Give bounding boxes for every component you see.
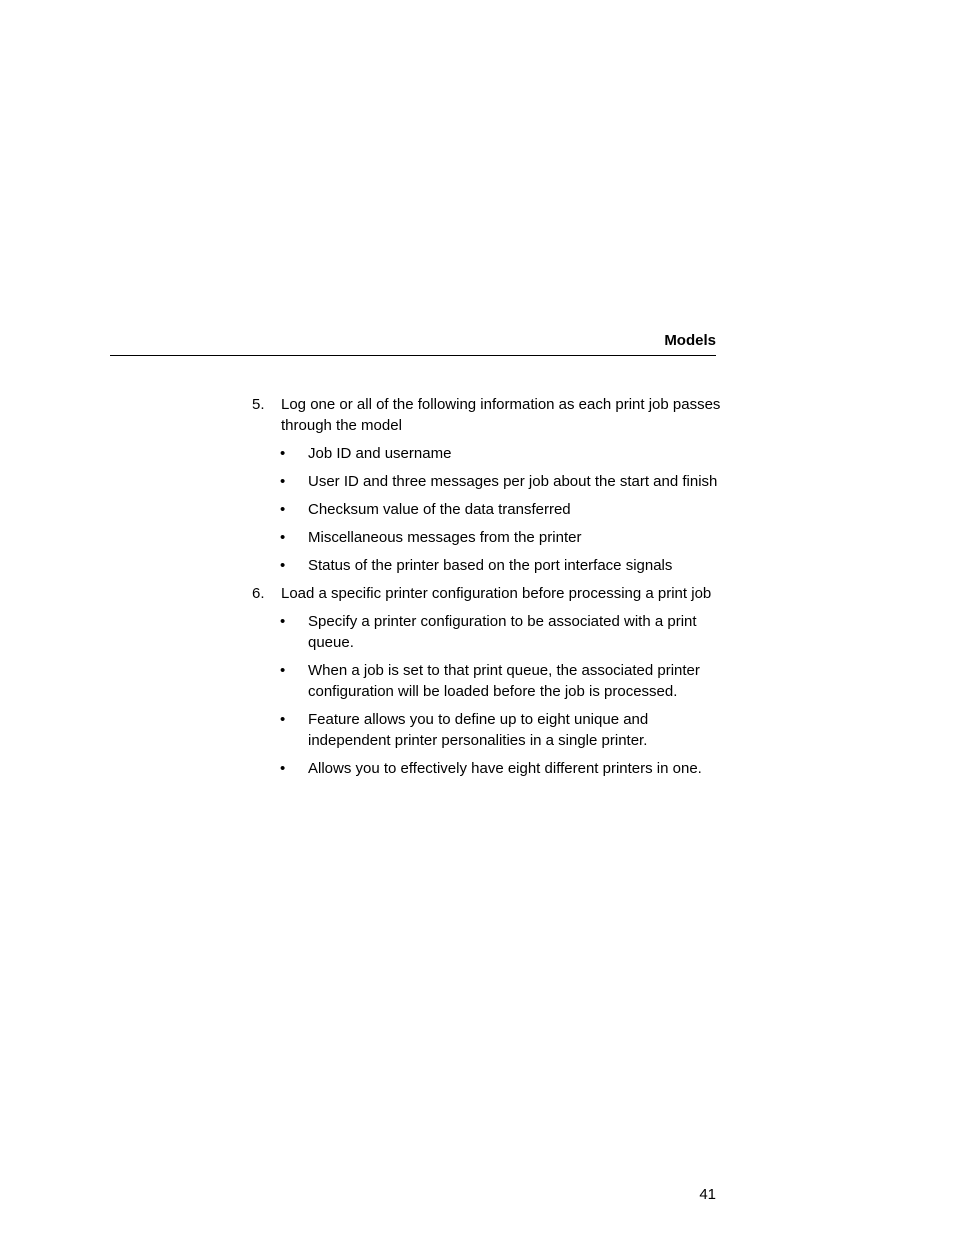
step-text: Load a specific printer configuration before processing a print job [281, 585, 712, 602]
step-5 [252, 394, 722, 436]
list-item [252, 443, 722, 464]
bullet-icon: • [280, 529, 286, 546]
step-6-bullets [252, 611, 722, 779]
step-5-bullets [252, 443, 722, 576]
document-body [252, 394, 722, 786]
list-item [252, 611, 722, 653]
bullet-icon: • [280, 445, 286, 462]
list-item [252, 709, 722, 751]
list-item [252, 660, 722, 702]
list-item [252, 527, 722, 548]
list-item-text: When a job is set to that print queue, the associated printer configuration will be loaded before the job is processed. [308, 662, 700, 700]
bullet-icon: • [280, 760, 286, 777]
bullet-icon: • [280, 557, 286, 574]
list-item-text: Status of the printer based on the port interface signals [308, 557, 673, 574]
bullet-icon: • [280, 613, 286, 630]
list-item-text: User ID and three messages per job about the start and finish [308, 473, 718, 490]
list-item-text: Checksum value of the data transferred [308, 501, 571, 518]
bullet-icon: • [280, 711, 286, 728]
list-item [252, 555, 722, 576]
list-item [252, 499, 722, 520]
list-item-text: Job ID and username [308, 445, 452, 462]
step-number: 6. [252, 585, 265, 602]
list-item-text: Miscellaneous messages from the printer [308, 529, 582, 546]
bullet-icon: • [280, 473, 286, 490]
step-text: Log one or all of the following information as each print job passes through the model [281, 396, 721, 434]
step-6 [252, 583, 722, 604]
bullet-icon: • [280, 662, 286, 679]
list-item-text: Feature allows you to define up to eight unique and independent printer personalities in a single printer. [308, 711, 649, 749]
list-item-text: Specify a printer configuration to be associated with a print queue. [308, 613, 697, 651]
bullet-icon: • [280, 501, 286, 518]
list-item-text: Allows you to effectively have eight different printers in one. [308, 760, 702, 777]
step-number: 5. [252, 396, 265, 413]
section-title: Models [664, 332, 716, 349]
list-item [252, 471, 722, 492]
running-header [110, 330, 716, 356]
page-number: 41 [699, 1186, 716, 1203]
list-item [252, 758, 722, 779]
